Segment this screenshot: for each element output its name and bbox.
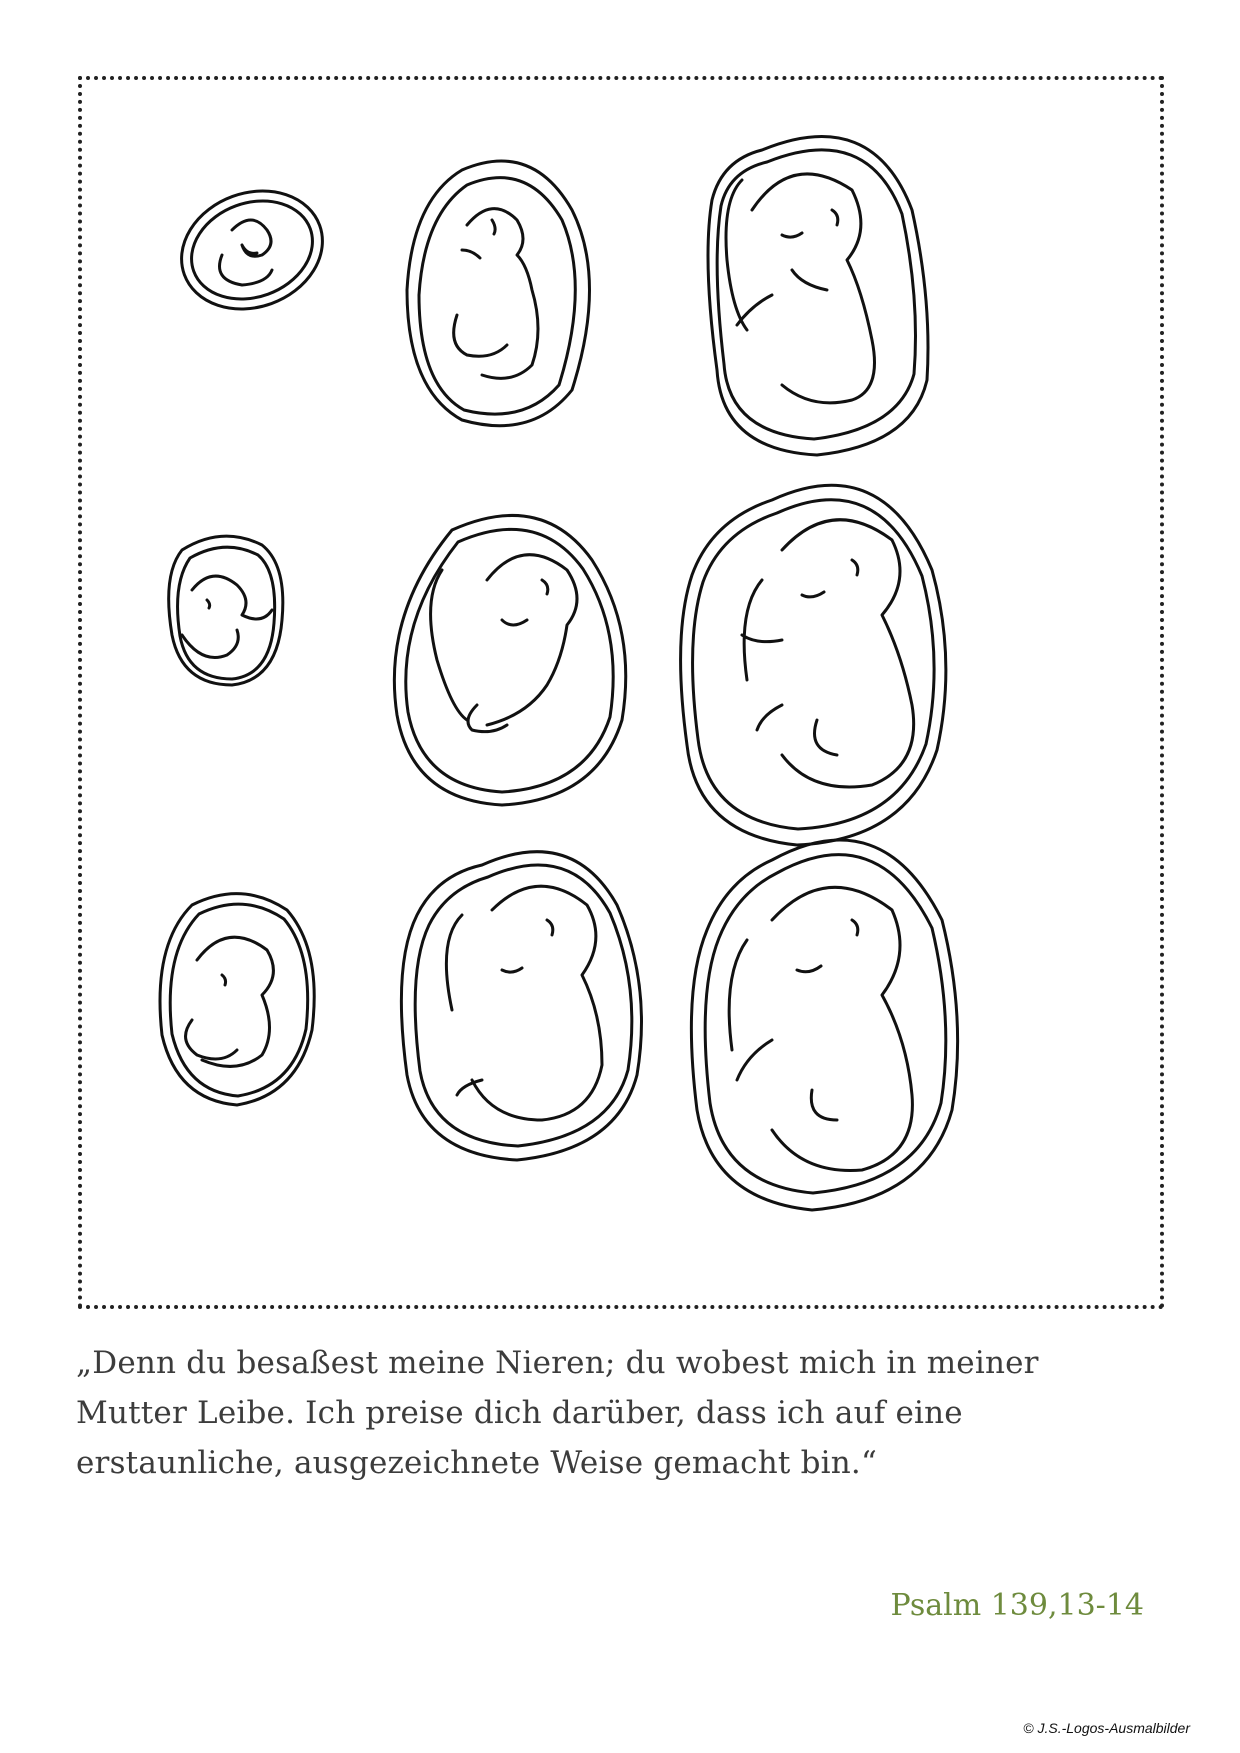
fetus-stage-2: [407, 161, 590, 426]
bible-verse: [76, 1338, 1176, 1488]
fetus-stage-6: [681, 485, 946, 845]
copyright-notice: © J.S.-Logos-Ausmalbilder: [1023, 1720, 1190, 1736]
verse-line-1: „Denn du besaßest meine Nieren; du wobest mich in meiner: [76, 1345, 1039, 1381]
fetus-stage-7: [160, 894, 314, 1105]
fetus-illustration-grid: [82, 80, 1160, 1305]
fetus-stage-8: [401, 852, 641, 1160]
fetus-stage-9: [691, 840, 957, 1210]
verse-line-2: Mutter Leibe. Ich preise dich darüber, dass ich auf eine: [76, 1395, 963, 1431]
verse-reference: Psalm 139,13-14: [890, 1588, 1144, 1623]
fetus-stage-1: [165, 172, 339, 328]
fetus-stage-4: [169, 536, 283, 685]
fetus-stage-3: [708, 137, 928, 456]
verse-line-3: erstaunliche, ausgezeichnete Weise gemacht bin.“: [76, 1445, 878, 1481]
fetus-stage-5: [394, 515, 625, 805]
